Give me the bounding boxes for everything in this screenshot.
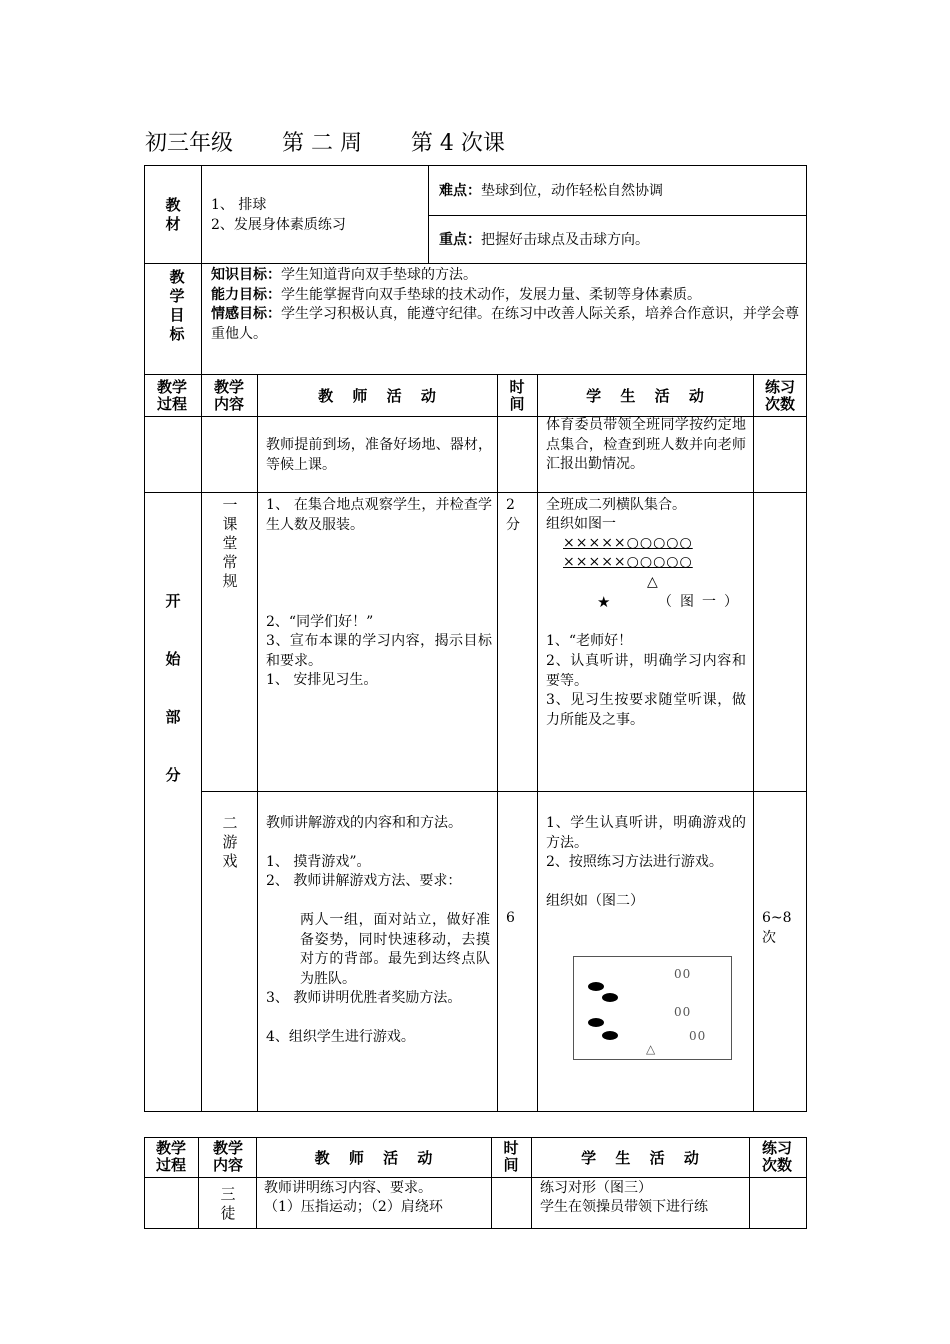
game-time: 6 — [506, 910, 515, 926]
pre-class-teacher: 教师提前到场，准备好场地、器材，等候上课。 — [266, 437, 492, 473]
header-teacher: 教 师 活 动 — [318, 387, 436, 405]
routine-student-5: 3、见习生按要求随堂听课，做力所能及之事。 — [546, 692, 746, 728]
player-marker — [588, 1018, 604, 1027]
header-count: 练习次数 — [764, 378, 795, 413]
routine-content: 一课堂常规 — [222, 496, 238, 590]
header-time: 时间 — [509, 378, 525, 413]
routine-teacher-4: 1、 安排见习生。 — [266, 672, 378, 688]
routine-teacher-1: 1、 在集合地点观察学生，并检查学生人数及服装。 — [266, 497, 492, 533]
cont-student-1: 练习对形（图三） — [540, 1180, 652, 1196]
goal-emotion: 情感目标：学生学习积极认真，能遵守纪律。在练习中改善人际关系，培养合作意识，并学会尊重他人。 — [211, 306, 799, 342]
player-pair-marker: 00 — [674, 1005, 692, 1019]
routine-time: 2分 — [506, 497, 520, 533]
game-student-3: 组织如（图二） — [546, 893, 644, 909]
game-content: 二游戏 — [222, 814, 238, 870]
finish-marker-icon: △ — [646, 1042, 657, 1056]
routine-student-1: 全班成二列横队集合。 — [546, 497, 686, 513]
routine-student-2: 组织如图一 — [546, 516, 616, 532]
cont-content: 三徒 — [220, 1185, 236, 1222]
game-student-1: 1、学生认真听讲，明确游戏的方法。 — [546, 815, 746, 851]
cont-header-content: 教学内容 — [212, 1139, 243, 1174]
routine-student-3: 1、“老师好！ — [546, 633, 633, 649]
lesson-title — [145, 126, 505, 157]
game-count: 6~8次 — [762, 910, 792, 946]
game-teacher-2: 1、 摸背游戏”。 — [266, 854, 371, 870]
figure-2-diagram — [573, 956, 732, 1060]
formation-row-2: ×××××○○○○○ — [563, 554, 693, 570]
cont-header-student: 学 生 活 动 — [581, 1149, 699, 1167]
routine-teacher-2: 2、“同学们好！” — [266, 614, 374, 630]
cont-header-count: 练习次数 — [761, 1139, 792, 1174]
game-teacher-3: 2、 教师讲解游戏方法、要求： — [266, 873, 462, 889]
cont-header-teacher: 教 师 活 动 — [314, 1149, 433, 1167]
header-content: 教学内容 — [213, 378, 244, 413]
cont-teacher-2: （1）压指运动；（2）肩绕环 — [264, 1199, 443, 1215]
game-student-2: 2、按照练习方法进行游戏。 — [546, 854, 723, 870]
routine-teacher-3: 3、宣布本课的学习内容，揭示目标和要求。 — [266, 633, 492, 669]
game-teacher-1: 教师讲解游戏的内容和和方法。 — [266, 815, 462, 831]
star-icon: ★ — [597, 593, 611, 611]
player-pair-marker: 00 — [674, 967, 692, 981]
focus-point: 重点：把握好击球点及击球方向。 — [439, 232, 649, 248]
routine-student-4: 2、认真听讲，明确学习内容和要等。 — [546, 653, 746, 689]
cont-header-time: 时间 — [503, 1139, 519, 1174]
game-teacher-6: 4、组织学生进行游戏。 — [266, 1029, 415, 1045]
material-item-2: 2、发展身体素质练习 — [211, 217, 346, 233]
teacher-position-icon: △ — [647, 574, 658, 590]
pre-class-student: 体育委员带领全班同学按约定地点集合，检查到班人数并向老师汇报出勤情况。 — [546, 417, 746, 472]
header-student: 学 生 活 动 — [586, 387, 704, 405]
material-item-1: 1、 排球 — [211, 197, 267, 213]
week: 第 二 周 — [281, 131, 362, 156]
cont-student-2: 学生在领操员带领下进行练 — [540, 1199, 708, 1215]
game-teacher-4: 两人一组，面对站立，做好准备姿势，同时快速移动，去摸对方的背部。最先到达终点队为胜队。 — [300, 912, 490, 987]
formation-row-1: ×××××○○○○○ — [563, 535, 693, 551]
player-pair-marker: 00 — [689, 1029, 707, 1043]
cont-header-process: 教学过程 — [155, 1139, 186, 1174]
game-teacher-5: 3、 教师讲明优胜者奖励方法。 — [266, 990, 462, 1006]
goal-knowledge: 知识目标：学生知道背向双手垫球的方法。 — [211, 267, 477, 283]
section-label-start: 开始部分 — [165, 592, 181, 784]
player-marker — [602, 1031, 618, 1040]
difficulty: 难点：垫球到位，动作轻松自然协调 — [439, 183, 663, 199]
section-label-materials: 教材 — [165, 196, 181, 233]
section-label-goals: 教学目标 — [169, 268, 185, 343]
figure-1-label: （图一） — [658, 594, 746, 610]
cont-teacher-1: 教师讲明练习内容、要求。 — [264, 1180, 432, 1196]
player-marker — [588, 982, 604, 991]
grade: 初三年级 — [145, 131, 234, 156]
lesson-number: 第 4 次课 — [410, 131, 505, 156]
header-process: 教学过程 — [156, 378, 187, 413]
player-marker — [602, 993, 618, 1002]
goal-ability: 能力目标：学生能掌握背向双手垫球的技术动作，发展力量、柔韧等身体素质。 — [211, 287, 701, 303]
